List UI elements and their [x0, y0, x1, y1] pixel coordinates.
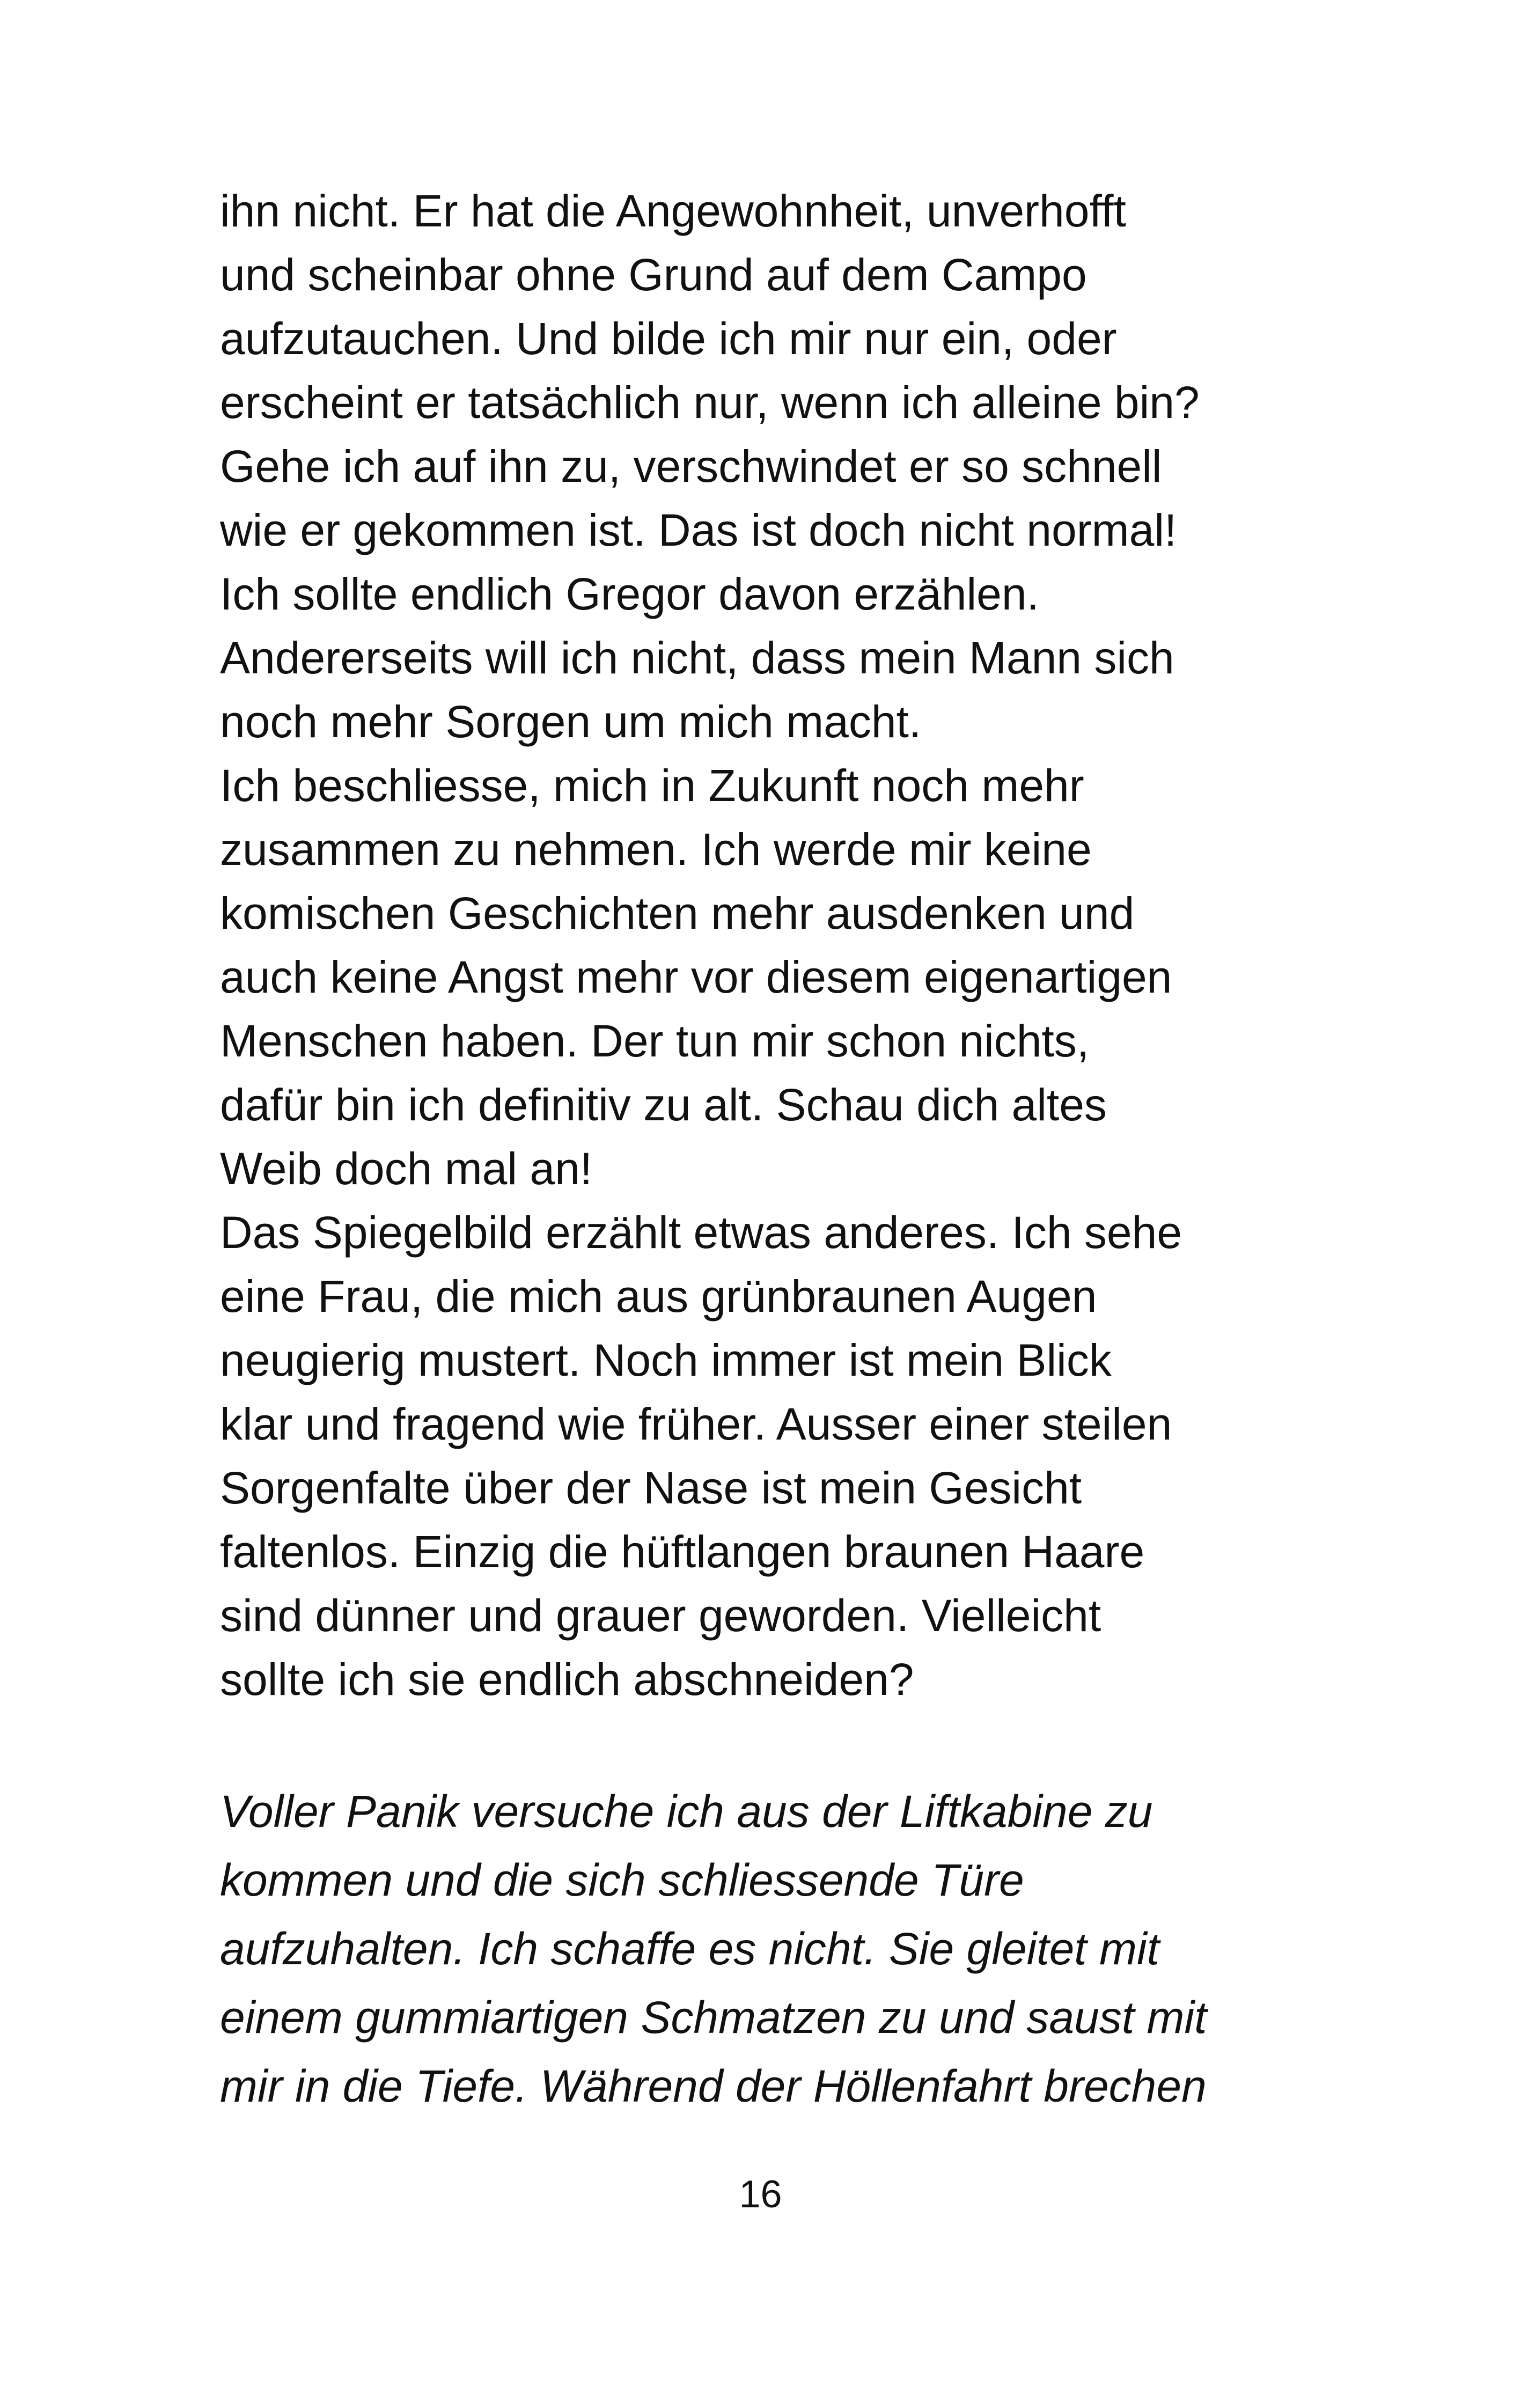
text-line: zusammen zu nehmen. Ich werde mir keine [220, 824, 1092, 875]
text-line: sollte ich sie endlich abschneiden? [220, 1654, 914, 1705]
text-line: Gehe ich auf ihn zu, verschwindet er so schnell [220, 441, 1162, 491]
page-number: 16 [739, 2173, 782, 2216]
text-line: Andererseits will ich nicht, dass mein Mann sich [220, 633, 1174, 683]
italic-text-line: einem gummiartigen Schmatzen zu und saust mit [220, 1992, 1207, 2043]
text-line: eine Frau, die mich aus grünbraunen Augen [220, 1271, 1097, 1322]
text-line: Das Spiegelbild erzählt etwas anderes. Ich sehe [220, 1207, 1182, 1258]
text-line: faltenlos. Einzig die hüftlangen braunen Haare [220, 1526, 1145, 1577]
italic-text-line: aufzuhalten. Ich schaffe es nicht. Sie gleitet mit [220, 1924, 1159, 1974]
text-line: Menschen haben. Der tun mir schon nichts, [220, 1016, 1090, 1066]
text-line: aufzutauchen. Und bilde ich mir nur ein, oder [220, 313, 1117, 364]
text-line: komischen Geschichten mehr ausdenken und [220, 888, 1135, 938]
text-line: ihn nicht. Er hat die Angewohnheit, unverhofft [220, 186, 1126, 236]
italic-text-line: kommen und die sich schliessende Türe [220, 1855, 1024, 1905]
italic-text-line: Voller Panik versuche ich aus der Liftkabine zu [220, 1786, 1153, 1837]
text-line: und scheinbar ohne Grund auf dem Campo [220, 249, 1087, 300]
text-line: sind dünner und grauer geworden. Vielleicht [220, 1590, 1101, 1641]
text-line: noch mehr Sorgen um mich macht. [220, 696, 922, 747]
text-line: klar und fragend wie früher. Ausser einer steilen [220, 1399, 1172, 1449]
text-line: Ich sollte endlich Gregor davon erzählen. [220, 569, 1039, 619]
italic-text-line: mir in die Tiefe. Während der Höllenfahrt brechen [220, 2061, 1207, 2111]
body-paragraph-roman [220, 179, 1347, 1712]
text-line: wie er gekommen ist. Das ist doch nicht normal! [220, 505, 1177, 555]
text-line: Sorgenfalte über der Nase ist mein Gesicht [220, 1463, 1082, 1513]
text-line: erscheint er tatsächlich nur, wenn ich alleine bin? [220, 377, 1200, 428]
text-line: neugierig mustert. Noch immer ist mein Blick [220, 1335, 1112, 1385]
text-line: auch keine Angst mehr vor diesem eigenartigen [220, 952, 1172, 1002]
text-line: Weib doch mal an! [220, 1143, 593, 1194]
text-line: dafür bin ich definitiv zu alt. Schau dich altes [220, 1080, 1107, 1130]
body-paragraph-italic [220, 1777, 1347, 2120]
text-line: Ich beschliesse, mich in Zukunft noch mehr [220, 760, 1084, 811]
